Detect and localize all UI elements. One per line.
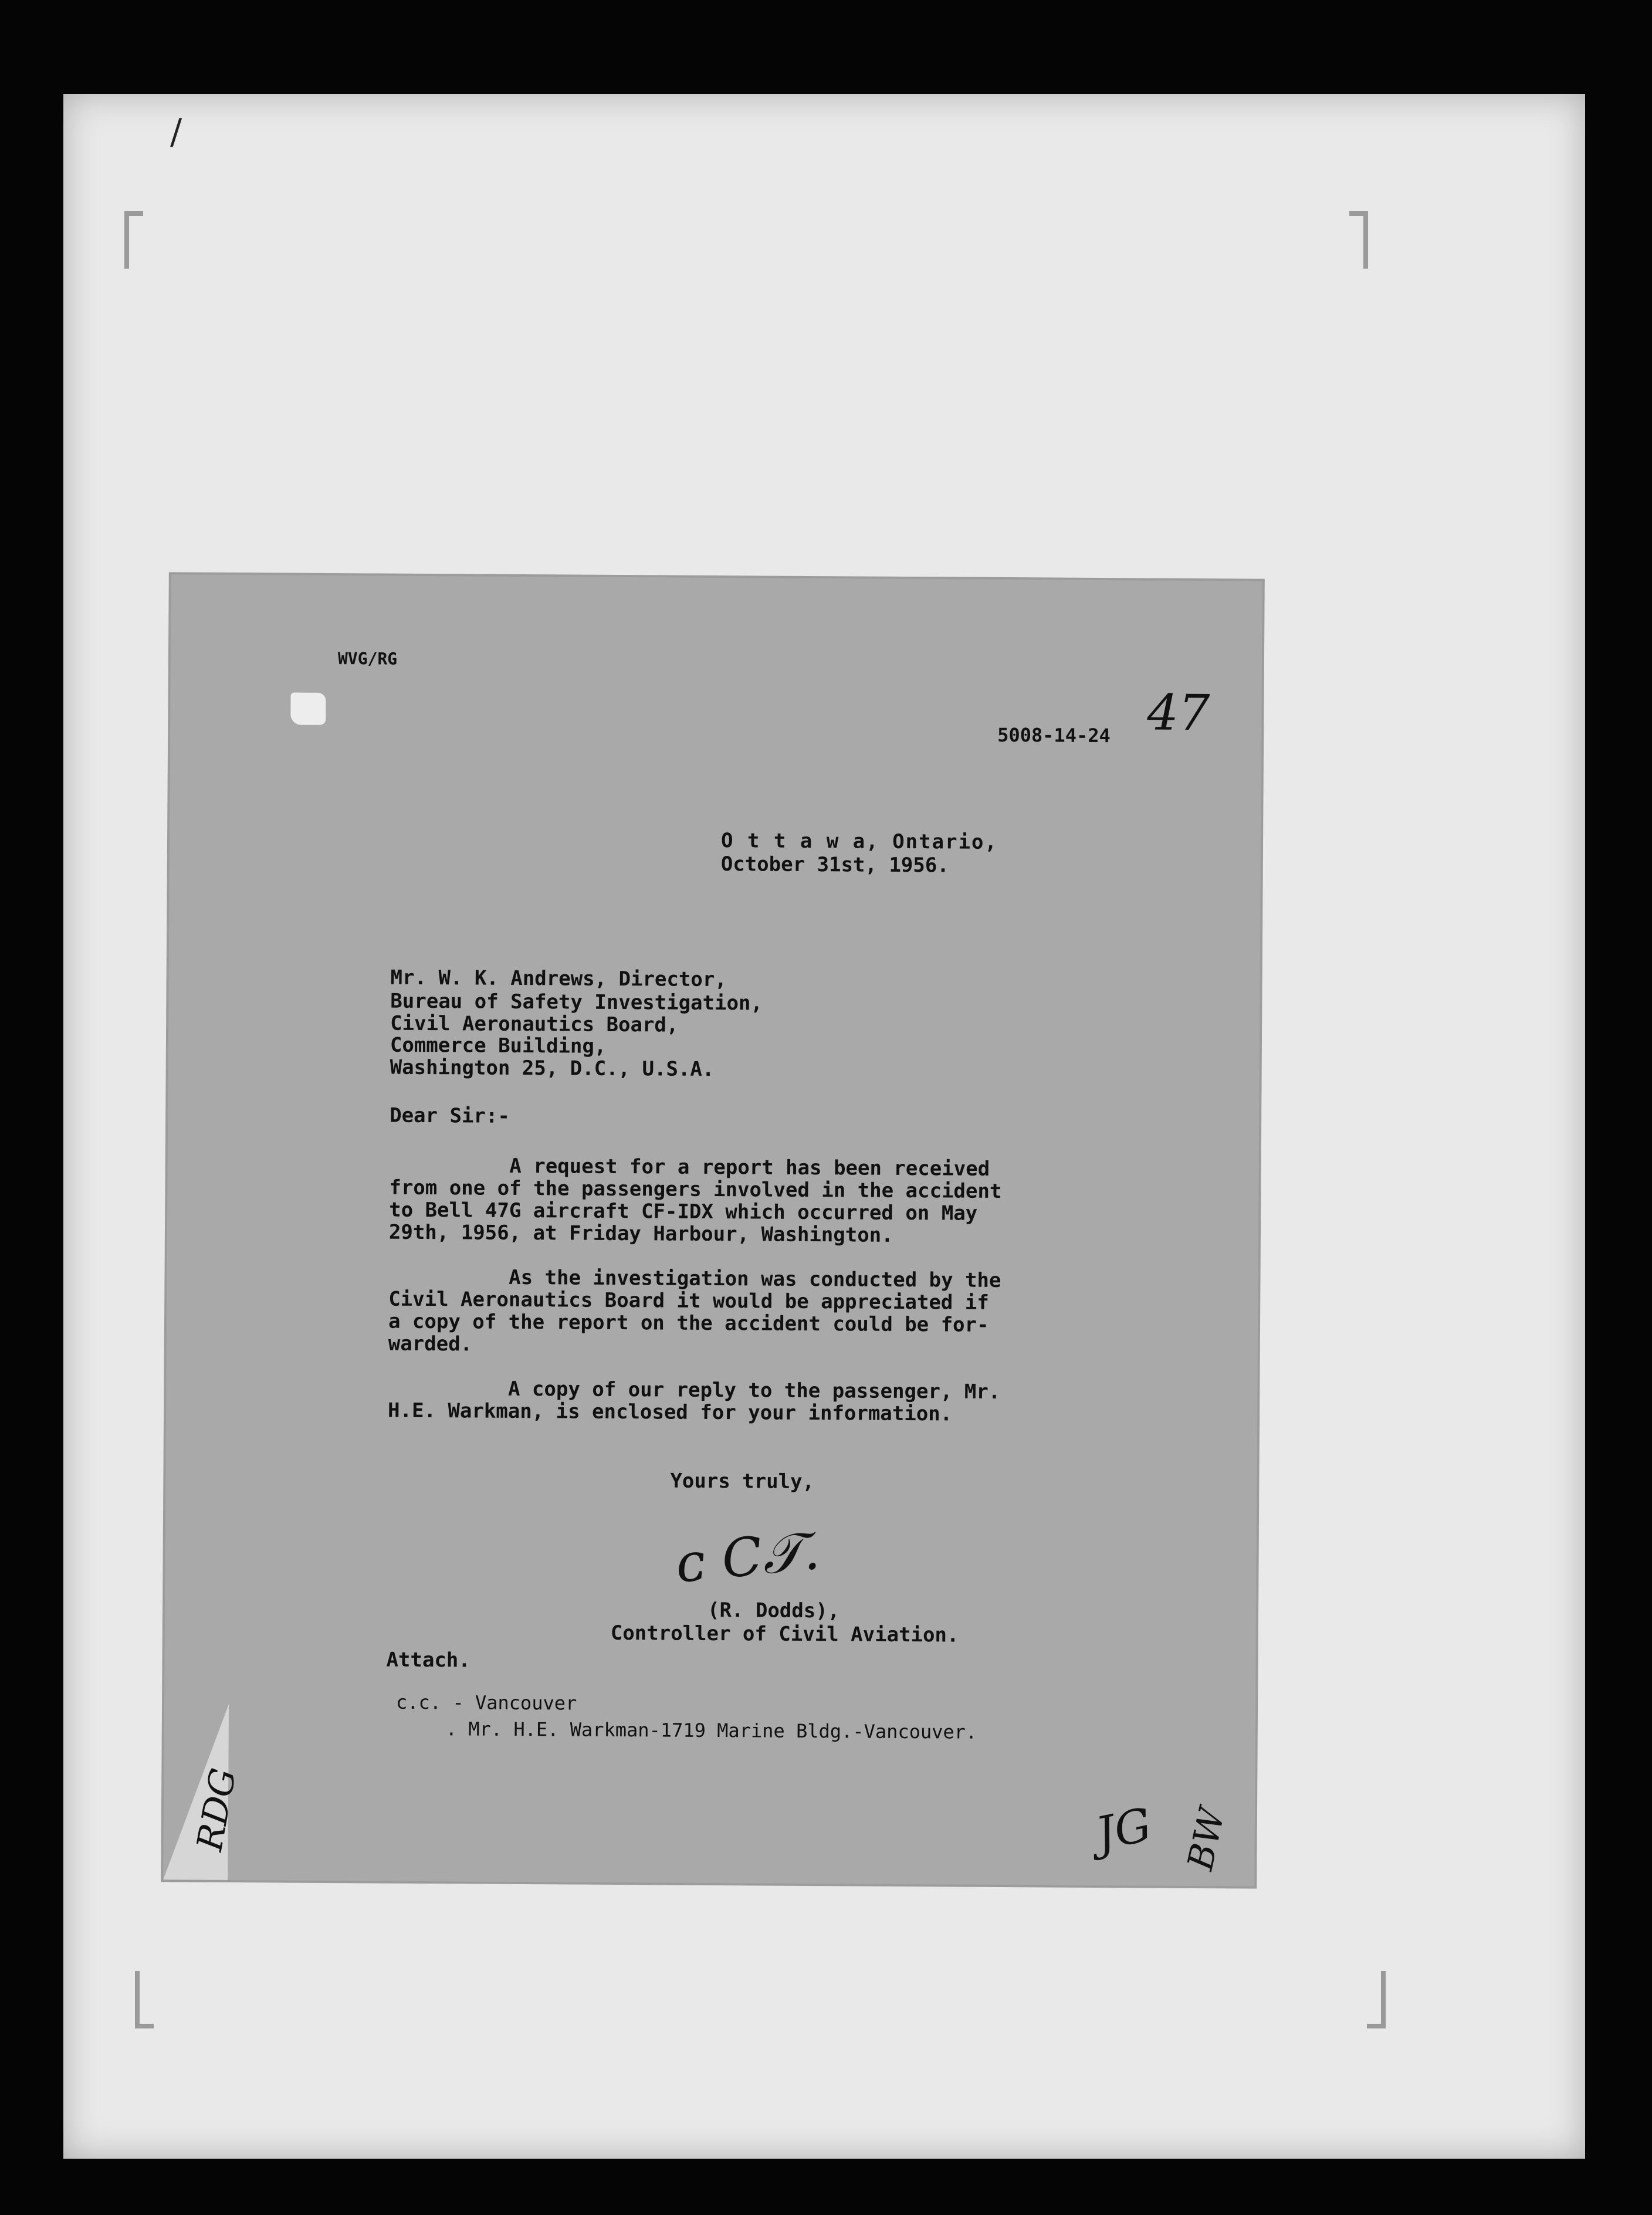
handwritten-folio-number: 47 [1147, 683, 1210, 742]
body-line: H.E. Warkman, is enclosed for your information. [387, 1398, 953, 1426]
body-line: 29th, 1956, at Friday Harbour, Washington. [388, 1220, 893, 1247]
carbon-copy-line: c.c. - Vancouver [395, 1691, 577, 1715]
letter-sheet [163, 574, 1262, 1886]
body-line: A request for a report has been received [389, 1153, 990, 1181]
handwritten-initials: RDG [189, 1765, 245, 1854]
salutation: Dear Sir:- [390, 1103, 510, 1128]
handwritten-initials: BW [1180, 1804, 1234, 1874]
body-line: Civil Aeronautics Board it would be appreciated if [388, 1287, 989, 1315]
crop-mark-top-right [1349, 211, 1368, 269]
crop-mark-bottom-right [1367, 1971, 1386, 2028]
handwritten-tick-mark: / [170, 111, 182, 153]
address-line: Mr. W. K. Andrews, Director, [390, 966, 727, 992]
address-line: Commerce Building, [390, 1033, 607, 1058]
crop-mark-bottom-left [135, 1971, 154, 2028]
crop-mark-top-left [124, 211, 143, 269]
body-line: from one of the passengers involved in the accident [389, 1176, 1002, 1204]
file-number: 5008-14-24 [997, 723, 1111, 747]
signer-title: Controller of Civil Aviation. [610, 1621, 959, 1647]
signer-name: (R. Dodds), [707, 1598, 840, 1623]
attachment-note: Attach. [386, 1648, 470, 1672]
body-line: As the investigation was conducted by the [388, 1265, 1001, 1293]
address-line: Civil Aeronautics Board, [390, 1011, 679, 1037]
punched-hole [290, 693, 326, 725]
reference-initials: WVG/RG [337, 649, 398, 669]
letter-date: October 31st, 1956. [720, 852, 949, 878]
address-line: Bureau of Safety Investigation, [390, 989, 763, 1015]
address-line: Washington 25, D.C., U.S.A. [390, 1055, 715, 1082]
handwritten-signature: ᴄ C𝒯. [672, 1519, 822, 1596]
closing: Yours truly, [670, 1469, 815, 1494]
letter-city: O t t a w a, Ontario, [720, 829, 998, 854]
carbon-copy-line: . Mr. H.E. Warkman-1719 Marine Bldg.-Vancouver. [445, 1718, 977, 1743]
body-line: A copy of our reply to the passenger, Mr. [388, 1376, 1001, 1404]
body-line: warded. [388, 1332, 473, 1356]
body-line: a copy of the report on the accident could be for- [388, 1309, 989, 1337]
body-line: to Bell 47G aircraft CF-IDX which occurred on May [389, 1198, 978, 1225]
handwritten-initials: JG [1091, 1798, 1156, 1861]
